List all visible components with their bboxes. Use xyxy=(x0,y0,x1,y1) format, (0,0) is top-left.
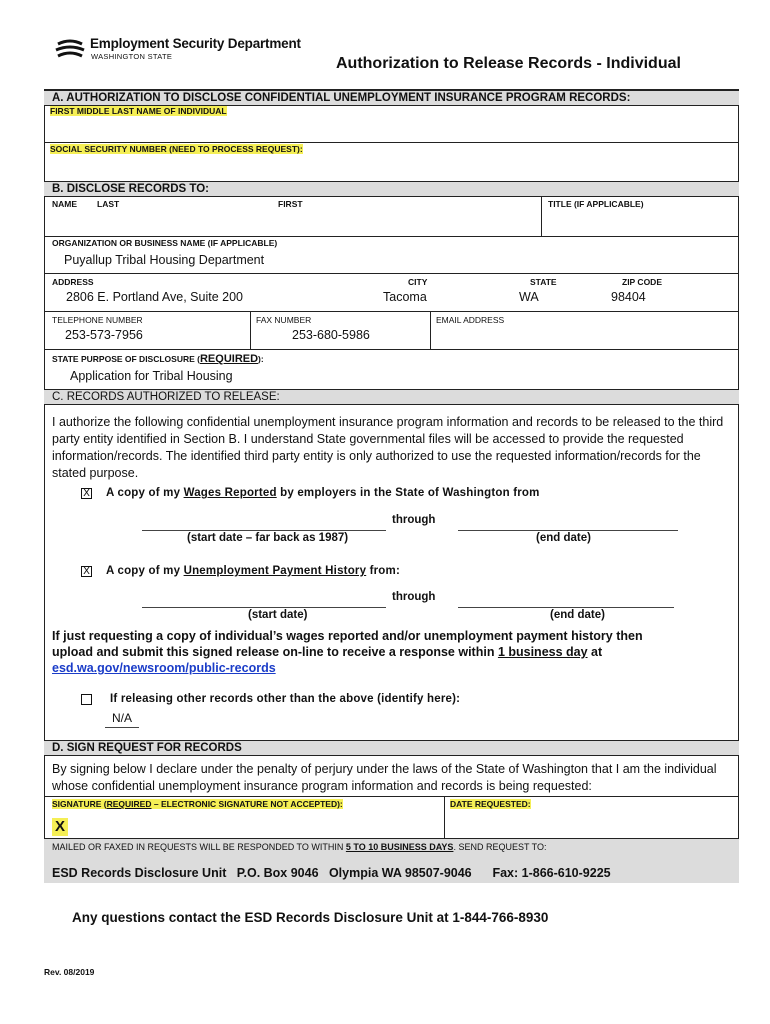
address-label: ADDRESS xyxy=(52,277,94,287)
online-notice xyxy=(52,628,737,676)
email-field[interactable] xyxy=(436,328,731,346)
purpose-label-text: STATE PURPOSE OF DISCLOSURE ( xyxy=(52,354,200,364)
signature-required: REQUIRED xyxy=(106,799,152,809)
fax-label: FAX NUMBER xyxy=(256,315,312,325)
recipient-title-field[interactable] xyxy=(546,212,731,234)
other-records-value[interactable]: N/A xyxy=(112,711,133,725)
mail-note-end: . SEND REQUEST TO: xyxy=(453,842,547,852)
notice-line-2-end: at xyxy=(587,645,603,659)
wages-option-label xyxy=(106,487,540,499)
revision-date: Rev. 08/2019 xyxy=(44,967,95,977)
telephone-value[interactable]: 253-573-7956 xyxy=(65,328,143,342)
org-state: WASHINGTON STATE xyxy=(91,52,173,61)
divider xyxy=(44,796,739,797)
fax-value[interactable]: 253-680-5986 xyxy=(292,328,370,342)
divider xyxy=(44,236,739,237)
notice-line-2 xyxy=(52,644,737,660)
recipient-name-field[interactable] xyxy=(50,212,535,234)
payment-option-label xyxy=(106,565,400,577)
section-b-heading: B. DISCLOSE RECORDS TO: xyxy=(44,181,739,197)
state-value[interactable]: WA xyxy=(519,290,539,304)
payment-post: from: xyxy=(366,565,400,577)
first-name-label: FIRST xyxy=(278,199,303,209)
telephone-label: TELEPHONE NUMBER xyxy=(52,315,143,325)
zip-value[interactable]: 98404 xyxy=(611,290,646,304)
zip-label: ZIP CODE xyxy=(622,277,662,287)
signature-field[interactable]: X xyxy=(52,818,68,836)
wages-end-caption: (end date) xyxy=(536,532,591,544)
individual-name-label: FIRST MIDDLE LAST NAME OF INDIVIDUAL xyxy=(50,106,227,116)
ssn-field[interactable] xyxy=(50,158,730,180)
notice-timeframe: 1 business day xyxy=(497,645,588,659)
section-c-heading: C. RECORDS AUTHORIZED TO RELEASE: xyxy=(44,389,739,405)
title-label: TITLE (IF APPLICABLE) xyxy=(548,199,644,209)
city-label: CITY xyxy=(408,277,428,287)
mail-note xyxy=(52,842,546,852)
last-name-label: LAST xyxy=(97,199,120,209)
signature-label-text: SIGNATURE ( xyxy=(52,799,107,809)
notice-line-2-text: upload and submit this signed release on-line to receive a response within xyxy=(52,645,498,659)
purpose-label-end: ): xyxy=(258,354,264,364)
name-label: NAME xyxy=(52,199,78,209)
questions-contact: Any questions contact the ESD Records Disclosure Unit at 1-844-766-8930 xyxy=(72,910,549,925)
wages-pre: A copy of my xyxy=(106,487,184,499)
wages-start-date-line[interactable] xyxy=(142,530,386,531)
section-a-heading: A. AUTHORIZATION TO DISCLOSE CONFIDENTIAL UNEMPLOYMENT INSURANCE PROGRAM RECORDS: xyxy=(44,90,739,106)
purpose-value[interactable]: Application for Tribal Housing xyxy=(70,369,233,383)
other-records-checkbox[interactable] xyxy=(81,694,92,705)
divider xyxy=(541,197,542,237)
org-name: Employment Security Department xyxy=(90,36,301,51)
mail-note-days: 5 TO 10 BUSINESS DAYS xyxy=(345,842,454,852)
ssn-label: SOCIAL SECURITY NUMBER (NEED TO PROCESS REQUEST): xyxy=(50,144,303,154)
payment-pre: A copy of my xyxy=(106,565,184,577)
mailing-address: ESD Records Disclosure Unit P.O. Box 9046 Olympia WA 98507-9046 Fax: 1-866-610-9225 xyxy=(52,866,611,880)
email-label: EMAIL ADDRESS xyxy=(436,315,505,325)
other-records-line xyxy=(105,727,139,728)
date-requested-field[interactable] xyxy=(450,814,730,836)
individual-name-field[interactable] xyxy=(50,120,730,142)
payment-start-date-line[interactable] xyxy=(142,607,386,608)
esd-logo-icon xyxy=(54,38,86,62)
state-label: STATE xyxy=(530,277,557,287)
city-value[interactable]: Tacoma xyxy=(383,290,427,304)
other-records-label: If releasing other records other than the above (identify here): xyxy=(110,693,461,705)
organization-label: ORGANIZATION OR BUSINESS NAME (IF APPLICABLE) xyxy=(52,238,278,248)
divider xyxy=(44,273,739,274)
address-value[interactable]: 2806 E. Portland Ave, Suite 200 xyxy=(66,290,243,304)
divider xyxy=(430,311,431,349)
public-records-link[interactable]: esd.wa.gov/newsroom/public-records xyxy=(52,661,276,675)
divider xyxy=(44,142,739,143)
document-title: Authorization to Release Records - Individual xyxy=(336,55,681,72)
divider xyxy=(44,349,739,350)
payment-start-caption: (start date) xyxy=(248,609,308,621)
divider xyxy=(250,311,251,349)
declaration-text: By signing below I declare under the penalty of perjury under the laws of the State of Washington that I am the individual whose confidential unemployment insurance program information and records is being requested: xyxy=(52,762,717,793)
divider xyxy=(444,796,445,838)
purpose-required: REQUIRED xyxy=(199,353,259,365)
wages-reported-term: Wages Reported xyxy=(183,487,277,499)
signature-label-end: – ELECTRONIC SIGNATURE NOT ACCEPTED): xyxy=(151,799,343,809)
payment-end-caption: (end date) xyxy=(550,609,605,621)
wages-through-label: through xyxy=(392,514,436,526)
purpose-label xyxy=(52,353,264,365)
wages-post: by employers in the State of Washington from xyxy=(276,487,540,499)
mail-note-text: MAILED OR FAXED IN REQUESTS WILL BE RESPONDED TO WITHIN xyxy=(52,842,346,852)
wages-checkbox[interactable]: X xyxy=(81,488,92,499)
payment-through-label: through xyxy=(392,591,436,603)
wages-start-caption: (start date – far back as 1987) xyxy=(187,532,349,544)
signature-label xyxy=(52,799,343,809)
section-d-heading: D. SIGN REQUEST FOR RECORDS xyxy=(44,740,739,756)
payment-history-checkbox[interactable]: X xyxy=(81,566,92,577)
authorization-text: I authorize the following confidential unemployment insurance program information and records to be released to the third party entity identified in Section B. I understand State governmental files will be accessed to provide the requested information/records. The identified third party entity is only authorized to use the requested information/records for the stated purpose. xyxy=(52,415,724,480)
divider xyxy=(44,311,739,312)
date-requested-label: DATE REQUESTED: xyxy=(450,799,531,809)
payment-history-term: Unemployment Payment History xyxy=(183,565,367,577)
payment-end-date-line[interactable] xyxy=(458,607,674,608)
wages-end-date-line[interactable] xyxy=(458,530,678,531)
organization-value[interactable]: Puyallup Tribal Housing Department xyxy=(64,253,265,267)
notice-line-1: If just requesting a copy of individual’s wages reported and/or unemployment payment history then xyxy=(52,629,643,643)
